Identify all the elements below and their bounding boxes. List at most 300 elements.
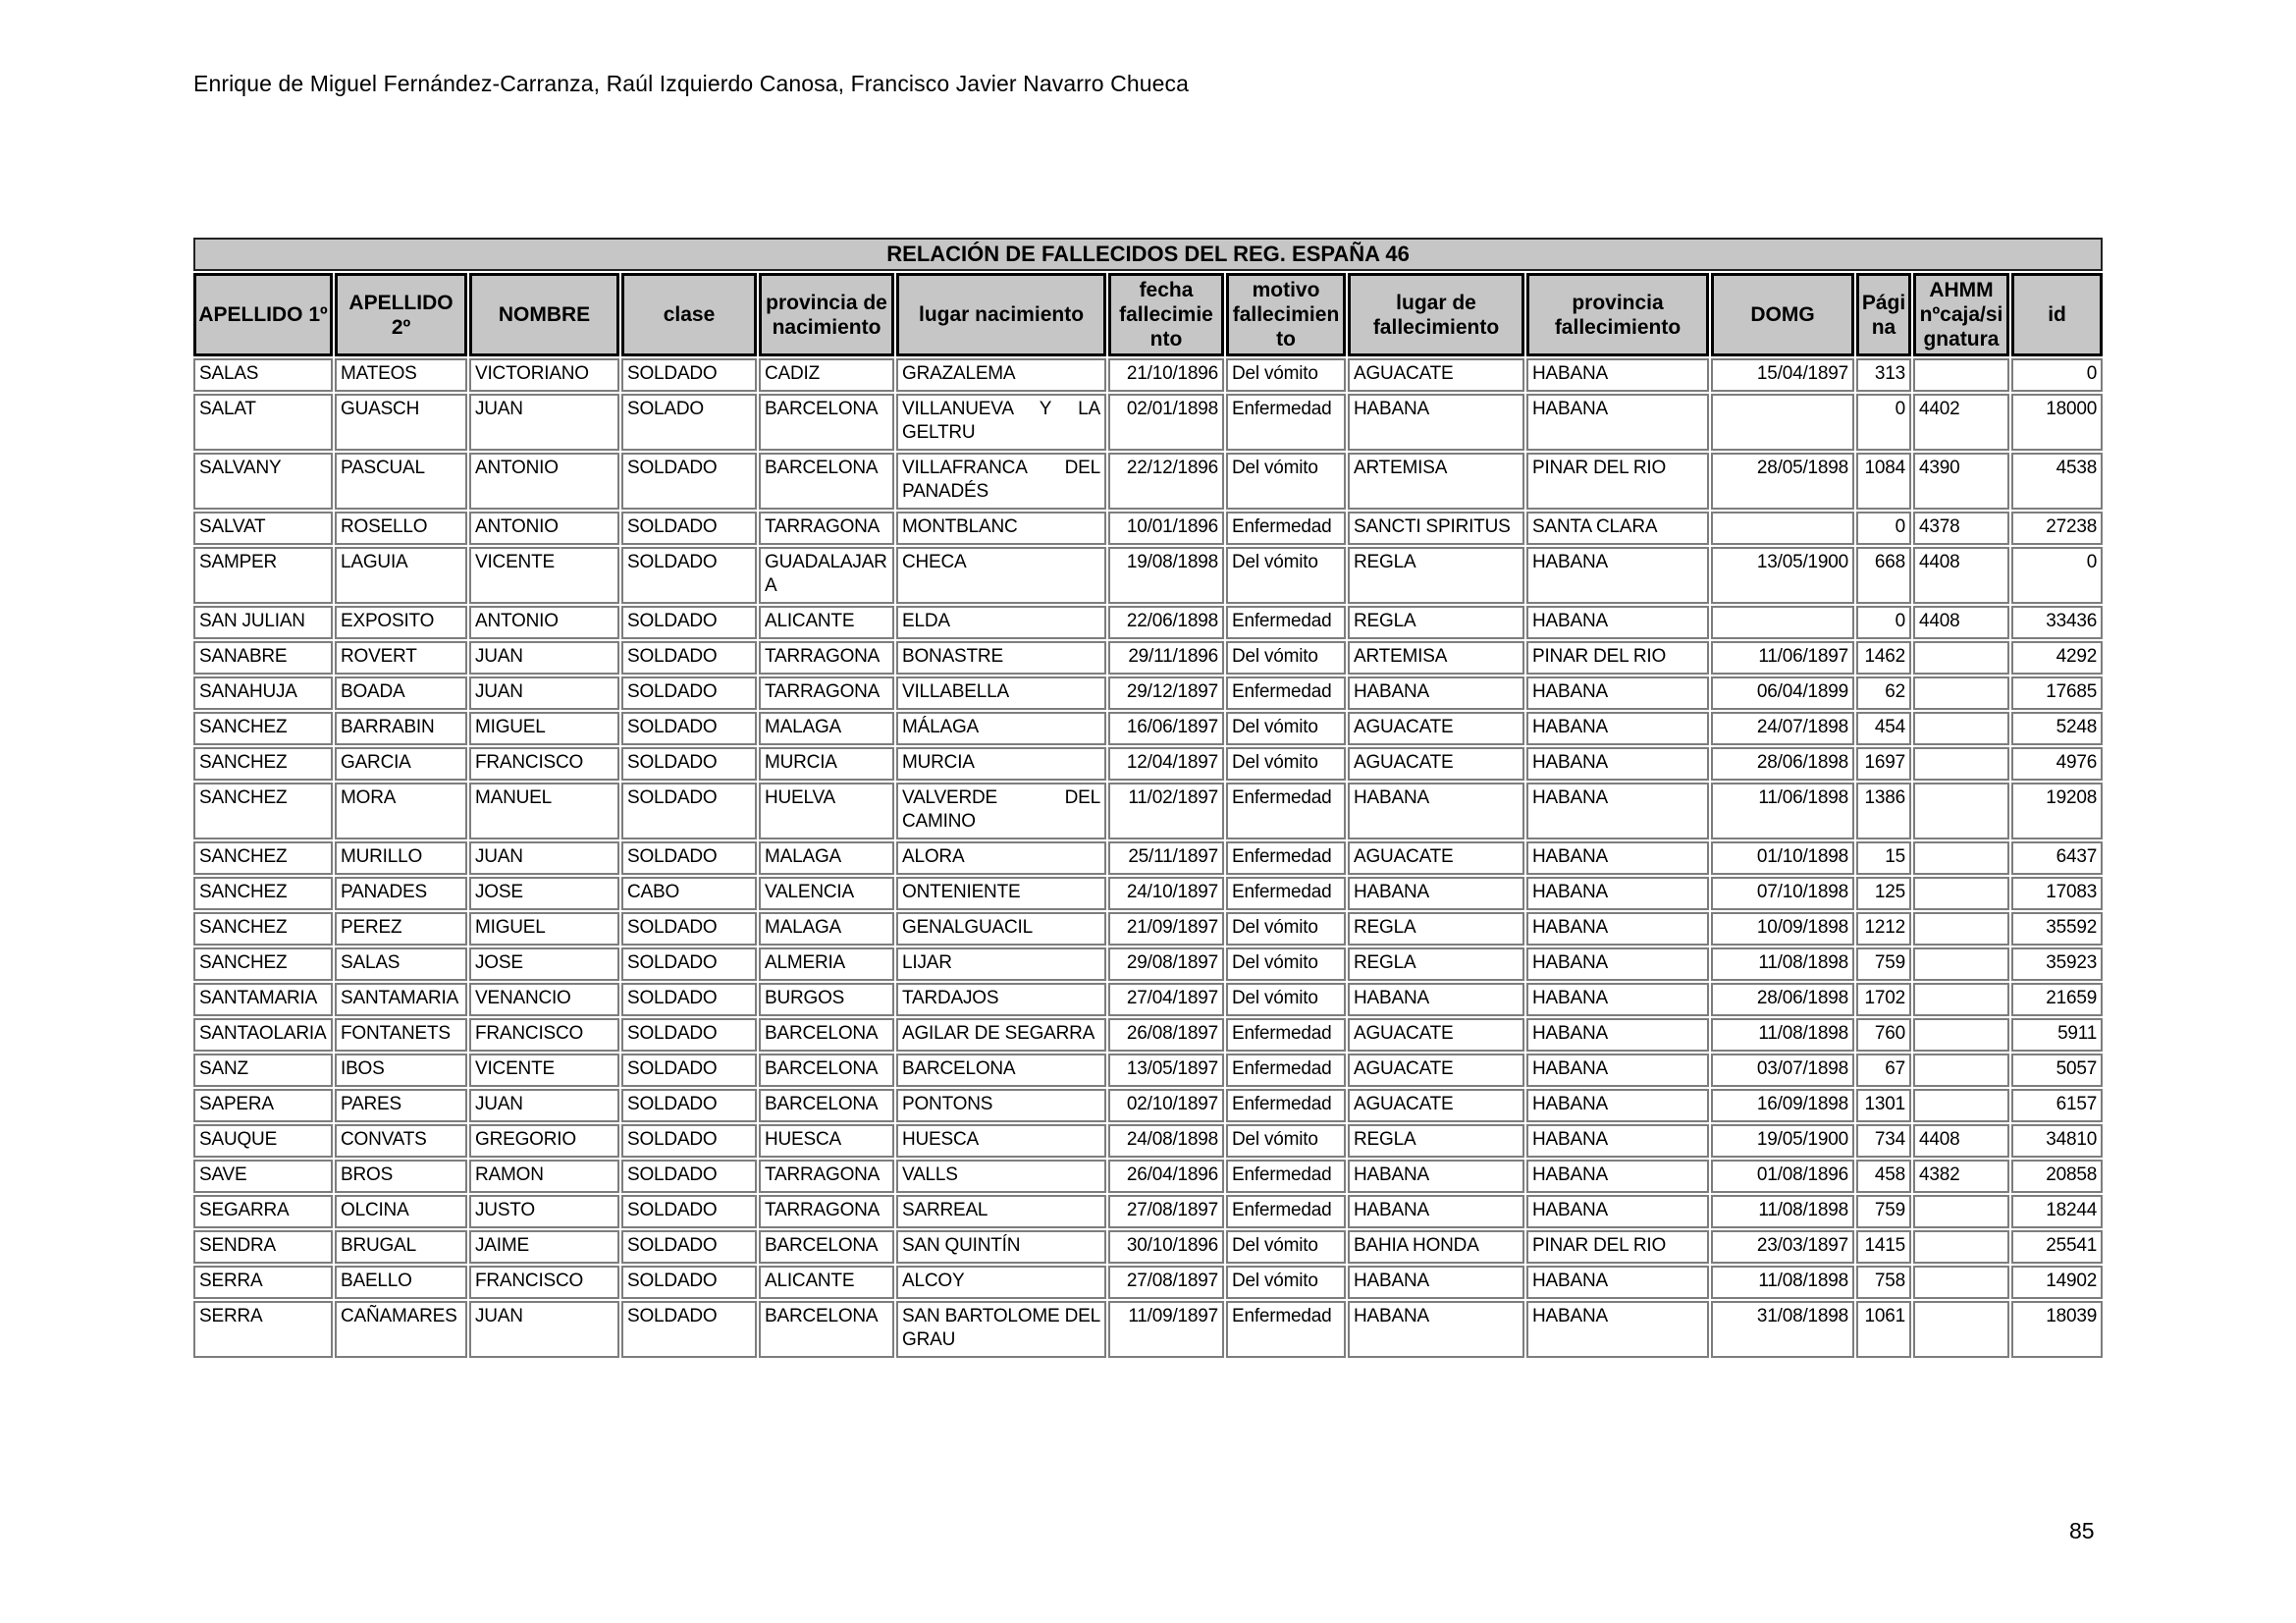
cell-apellido2: SALAS bbox=[335, 947, 467, 981]
cell-ahmm bbox=[1913, 947, 2009, 981]
column-header-motivo_fallecimiento: motivo fallecimiento bbox=[1226, 273, 1346, 356]
cell-id: 5057 bbox=[2011, 1054, 2103, 1087]
cell-provincia_nacimiento: VALENCIA bbox=[759, 877, 894, 910]
cell-pagina: 758 bbox=[1856, 1266, 1911, 1299]
cell-clase: SOLDADO bbox=[621, 1018, 757, 1052]
table-title-row bbox=[193, 238, 2103, 271]
cell-id: 25541 bbox=[2011, 1230, 2103, 1264]
cell-motivo_fallecimiento: Del vómito bbox=[1226, 1124, 1346, 1158]
cell-lugar_nacimiento: AGILAR DE SEGARRA bbox=[896, 1018, 1106, 1052]
cell-id: 19208 bbox=[2011, 783, 2103, 839]
cell-ahmm: 4390 bbox=[1913, 453, 2009, 510]
cell-fecha_fallecimiento: 19/08/1898 bbox=[1108, 547, 1224, 604]
cell-lugar_fallecimiento: REGLA bbox=[1348, 606, 1524, 639]
cell-nombre: MANUEL bbox=[469, 783, 619, 839]
cell-apellido2: MORA bbox=[335, 783, 467, 839]
cell-clase: SOLADO bbox=[621, 394, 757, 451]
cell-pagina: 1061 bbox=[1856, 1301, 1911, 1358]
table-row bbox=[193, 841, 2103, 875]
cell-domg: 01/08/1896 bbox=[1711, 1160, 1854, 1193]
cell-apellido1: SANZ bbox=[193, 1054, 333, 1087]
cell-ahmm bbox=[1913, 1018, 2009, 1052]
cell-provincia_fallecimiento: HABANA bbox=[1526, 606, 1709, 639]
cell-lugar_fallecimiento: HABANA bbox=[1348, 983, 1524, 1016]
column-header-pagina: Página bbox=[1856, 273, 1911, 356]
cell-ahmm: 4382 bbox=[1913, 1160, 2009, 1193]
table-row bbox=[193, 1018, 2103, 1052]
cell-nombre: MIGUEL bbox=[469, 712, 619, 745]
table-row bbox=[193, 1230, 2103, 1264]
cell-clase: SOLDADO bbox=[621, 1230, 757, 1264]
cell-ahmm bbox=[1913, 1230, 2009, 1264]
cell-pagina: 1084 bbox=[1856, 453, 1911, 510]
cell-fecha_fallecimiento: 22/12/1896 bbox=[1108, 453, 1224, 510]
cell-domg: 11/08/1898 bbox=[1711, 947, 1854, 981]
cell-apellido2: BAELLO bbox=[335, 1266, 467, 1299]
cell-motivo_fallecimiento: Del vómito bbox=[1226, 1266, 1346, 1299]
cell-apellido2: BARRABIN bbox=[335, 712, 467, 745]
cell-nombre: ANTONIO bbox=[469, 606, 619, 639]
cell-nombre: FRANCISCO bbox=[469, 747, 619, 781]
cell-domg: 28/06/1898 bbox=[1711, 747, 1854, 781]
cell-provincia_nacimiento: HUESCA bbox=[759, 1124, 894, 1158]
cell-provincia_nacimiento: TARRAGONA bbox=[759, 676, 894, 710]
cell-lugar_nacimiento: ELDA bbox=[896, 606, 1106, 639]
cell-id: 18244 bbox=[2011, 1195, 2103, 1228]
cell-ahmm bbox=[1913, 676, 2009, 710]
cell-fecha_fallecimiento: 27/08/1897 bbox=[1108, 1195, 1224, 1228]
cell-domg bbox=[1711, 512, 1854, 545]
table-row bbox=[193, 1124, 2103, 1158]
cell-lugar_fallecimiento: REGLA bbox=[1348, 947, 1524, 981]
cell-motivo_fallecimiento: Enfermedad bbox=[1226, 394, 1346, 451]
cell-nombre: JUAN bbox=[469, 641, 619, 675]
cell-provincia_fallecimiento: HABANA bbox=[1526, 1089, 1709, 1122]
cell-provincia_fallecimiento: PINAR DEL RIO bbox=[1526, 453, 1709, 510]
cell-apellido1: SAUQUE bbox=[193, 1124, 333, 1158]
cell-nombre: JOSE bbox=[469, 947, 619, 981]
cell-domg: 07/10/1898 bbox=[1711, 877, 1854, 910]
cell-apellido1: SAPERA bbox=[193, 1089, 333, 1122]
cell-provincia_fallecimiento: HABANA bbox=[1526, 983, 1709, 1016]
column-header-provincia_fallecimiento: provincia fallecimiento bbox=[1526, 273, 1709, 356]
cell-provincia_fallecimiento: HABANA bbox=[1526, 947, 1709, 981]
cell-clase: SOLDADO bbox=[621, 1160, 757, 1193]
cell-lugar_fallecimiento: HABANA bbox=[1348, 877, 1524, 910]
cell-lugar_fallecimiento: AGUACATE bbox=[1348, 841, 1524, 875]
cell-apellido2: GUASCH bbox=[335, 394, 467, 451]
cell-lugar_nacimiento: ONTENIENTE bbox=[896, 877, 1106, 910]
cell-id: 0 bbox=[2011, 547, 2103, 604]
cell-fecha_fallecimiento: 29/11/1896 bbox=[1108, 641, 1224, 675]
cell-id: 4538 bbox=[2011, 453, 2103, 510]
fallecidos-table bbox=[191, 236, 2105, 1360]
cell-lugar_fallecimiento: REGLA bbox=[1348, 547, 1524, 604]
table-body bbox=[193, 358, 2103, 1358]
cell-pagina: 760 bbox=[1856, 1018, 1911, 1052]
table-row bbox=[193, 547, 2103, 604]
cell-apellido2: GARCIA bbox=[335, 747, 467, 781]
table-row bbox=[193, 783, 2103, 839]
cell-clase: SOLDADO bbox=[621, 1301, 757, 1358]
cell-provincia_nacimiento: BARCELONA bbox=[759, 453, 894, 510]
cell-pagina: 1415 bbox=[1856, 1230, 1911, 1264]
cell-nombre: VICTORIANO bbox=[469, 358, 619, 392]
cell-id: 0 bbox=[2011, 358, 2103, 392]
cell-clase: CABO bbox=[621, 877, 757, 910]
cell-fecha_fallecimiento: 24/08/1898 bbox=[1108, 1124, 1224, 1158]
cell-pagina: 454 bbox=[1856, 712, 1911, 745]
cell-clase: SOLDADO bbox=[621, 358, 757, 392]
cell-id: 34810 bbox=[2011, 1124, 2103, 1158]
cell-motivo_fallecimiento: Enfermedad bbox=[1226, 676, 1346, 710]
cell-lugar_fallecimiento: AGUACATE bbox=[1348, 1054, 1524, 1087]
cell-nombre: JUAN bbox=[469, 676, 619, 710]
cell-motivo_fallecimiento: Enfermedad bbox=[1226, 1018, 1346, 1052]
table-row bbox=[193, 983, 2103, 1016]
cell-domg: 11/08/1898 bbox=[1711, 1195, 1854, 1228]
cell-ahmm bbox=[1913, 641, 2009, 675]
cell-clase: SOLDADO bbox=[621, 841, 757, 875]
cell-motivo_fallecimiento: Del vómito bbox=[1226, 912, 1346, 946]
cell-lugar_fallecimiento: HABANA bbox=[1348, 1301, 1524, 1358]
cell-apellido1: SAVE bbox=[193, 1160, 333, 1193]
cell-clase: SOLDADO bbox=[621, 453, 757, 510]
cell-provincia_fallecimiento: HABANA bbox=[1526, 1054, 1709, 1087]
cell-lugar_fallecimiento: HABANA bbox=[1348, 676, 1524, 710]
cell-provincia_nacimiento: MURCIA bbox=[759, 747, 894, 781]
cell-provincia_fallecimiento: HABANA bbox=[1526, 783, 1709, 839]
cell-nombre: JUAN bbox=[469, 841, 619, 875]
cell-fecha_fallecimiento: 02/01/1898 bbox=[1108, 394, 1224, 451]
cell-ahmm bbox=[1913, 783, 2009, 839]
cell-domg: 11/08/1898 bbox=[1711, 1266, 1854, 1299]
cell-lugar_fallecimiento: SANCTI SPIRITUS bbox=[1348, 512, 1524, 545]
cell-provincia_fallecimiento: HABANA bbox=[1526, 877, 1709, 910]
cell-apellido2: PANADES bbox=[335, 877, 467, 910]
cell-id: 5911 bbox=[2011, 1018, 2103, 1052]
cell-apellido1: SANTAOLARIA bbox=[193, 1018, 333, 1052]
cell-motivo_fallecimiento: Enfermedad bbox=[1226, 606, 1346, 639]
table-row bbox=[193, 877, 2103, 910]
cell-id: 17083 bbox=[2011, 877, 2103, 910]
cell-fecha_fallecimiento: 21/10/1896 bbox=[1108, 358, 1224, 392]
cell-clase: SOLDADO bbox=[621, 912, 757, 946]
cell-lugar_nacimiento: MONTBLANC bbox=[896, 512, 1106, 545]
cell-motivo_fallecimiento: Enfermedad bbox=[1226, 1160, 1346, 1193]
cell-provincia_fallecimiento: HABANA bbox=[1526, 1266, 1709, 1299]
cell-nombre: FRANCISCO bbox=[469, 1018, 619, 1052]
table-row bbox=[193, 641, 2103, 675]
table-row bbox=[193, 712, 2103, 745]
cell-apellido2: BOADA bbox=[335, 676, 467, 710]
cell-id: 5248 bbox=[2011, 712, 2103, 745]
cell-provincia_fallecimiento: SANTA CLARA bbox=[1526, 512, 1709, 545]
cell-domg: 19/05/1900 bbox=[1711, 1124, 1854, 1158]
cell-clase: SOLDADO bbox=[621, 1089, 757, 1122]
cell-motivo_fallecimiento: Del vómito bbox=[1226, 947, 1346, 981]
cell-domg: 16/09/1898 bbox=[1711, 1089, 1854, 1122]
cell-pagina: 668 bbox=[1856, 547, 1911, 604]
cell-lugar_nacimiento: GENALGUACIL bbox=[896, 912, 1106, 946]
cell-fecha_fallecimiento: 24/10/1897 bbox=[1108, 877, 1224, 910]
cell-id: 14902 bbox=[2011, 1266, 2103, 1299]
cell-fecha_fallecimiento: 30/10/1896 bbox=[1108, 1230, 1224, 1264]
cell-domg: 11/08/1898 bbox=[1711, 1018, 1854, 1052]
cell-nombre: VENANCIO bbox=[469, 983, 619, 1016]
cell-provincia_fallecimiento: HABANA bbox=[1526, 841, 1709, 875]
cell-apellido1: SERRA bbox=[193, 1266, 333, 1299]
cell-provincia_fallecimiento: HABANA bbox=[1526, 358, 1709, 392]
cell-apellido1: SANABRE bbox=[193, 641, 333, 675]
cell-apellido1: SALVANY bbox=[193, 453, 333, 510]
cell-provincia_nacimiento: BARCELONA bbox=[759, 1301, 894, 1358]
cell-id: 6157 bbox=[2011, 1089, 2103, 1122]
column-header-provincia_nacimiento: provincia de nacimiento bbox=[759, 273, 894, 356]
cell-clase: SOLDADO bbox=[621, 1054, 757, 1087]
cell-ahmm: 4408 bbox=[1913, 547, 2009, 604]
cell-lugar_fallecimiento: HABANA bbox=[1348, 1266, 1524, 1299]
cell-motivo_fallecimiento: Del vómito bbox=[1226, 983, 1346, 1016]
column-header-fecha_fallecimiento: fecha fallecimiento bbox=[1108, 273, 1224, 356]
cell-nombre: JOSE bbox=[469, 877, 619, 910]
cell-pagina: 458 bbox=[1856, 1160, 1911, 1193]
cell-lugar_nacimiento: VILLABELLA bbox=[896, 676, 1106, 710]
cell-lugar_nacimiento: SARREAL bbox=[896, 1195, 1106, 1228]
cell-ahmm bbox=[1913, 747, 2009, 781]
cell-nombre: JUAN bbox=[469, 394, 619, 451]
cell-pagina: 125 bbox=[1856, 877, 1911, 910]
cell-lugar_fallecimiento: HABANA bbox=[1348, 783, 1524, 839]
cell-lugar_fallecimiento: HABANA bbox=[1348, 394, 1524, 451]
cell-apellido1: SALVAT bbox=[193, 512, 333, 545]
cell-apellido2: PASCUAL bbox=[335, 453, 467, 510]
cell-motivo_fallecimiento: Enfermedad bbox=[1226, 841, 1346, 875]
column-header-clase: clase bbox=[621, 273, 757, 356]
cell-clase: SOLDADO bbox=[621, 1124, 757, 1158]
cell-ahmm bbox=[1913, 983, 2009, 1016]
cell-domg: 28/05/1898 bbox=[1711, 453, 1854, 510]
cell-lugar_fallecimiento: AGUACATE bbox=[1348, 1018, 1524, 1052]
cell-lugar_nacimiento: BONASTRE bbox=[896, 641, 1106, 675]
cell-fecha_fallecimiento: 29/08/1897 bbox=[1108, 947, 1224, 981]
cell-provincia_fallecimiento: PINAR DEL RIO bbox=[1526, 1230, 1709, 1264]
cell-apellido2: CONVATS bbox=[335, 1124, 467, 1158]
cell-fecha_fallecimiento: 10/01/1896 bbox=[1108, 512, 1224, 545]
cell-apellido2: PARES bbox=[335, 1089, 467, 1122]
cell-provincia_fallecimiento: PINAR DEL RIO bbox=[1526, 641, 1709, 675]
cell-lugar_nacimiento: TARDAJOS bbox=[896, 983, 1106, 1016]
cell-lugar_fallecimiento: HABANA bbox=[1348, 1195, 1524, 1228]
cell-pagina: 1301 bbox=[1856, 1089, 1911, 1122]
cell-apellido1: SERRA bbox=[193, 1301, 333, 1358]
cell-nombre: VICENTE bbox=[469, 1054, 619, 1087]
cell-ahmm bbox=[1913, 1054, 2009, 1087]
cell-apellido1: SALAS bbox=[193, 358, 333, 392]
table-row bbox=[193, 606, 2103, 639]
cell-provincia_nacimiento: BARCELONA bbox=[759, 1018, 894, 1052]
cell-domg: 15/04/1897 bbox=[1711, 358, 1854, 392]
cell-nombre: JAIME bbox=[469, 1230, 619, 1264]
cell-domg bbox=[1711, 606, 1854, 639]
cell-apellido2: ROVERT bbox=[335, 641, 467, 675]
cell-clase: SOLDADO bbox=[621, 947, 757, 981]
cell-clase: SOLDADO bbox=[621, 606, 757, 639]
cell-provincia_nacimiento: GUADALAJARA bbox=[759, 547, 894, 604]
cell-apellido2: OLCINA bbox=[335, 1195, 467, 1228]
table-row bbox=[193, 1195, 2103, 1228]
cell-provincia_fallecimiento: HABANA bbox=[1526, 676, 1709, 710]
cell-lugar_fallecimiento: HABANA bbox=[1348, 1160, 1524, 1193]
cell-apellido2: FONTANETS bbox=[335, 1018, 467, 1052]
cell-fecha_fallecimiento: 11/02/1897 bbox=[1108, 783, 1224, 839]
cell-lugar_nacimiento: VILLAFRANCA DEL PANADÉS bbox=[896, 453, 1106, 510]
cell-domg bbox=[1711, 394, 1854, 451]
cell-fecha_fallecimiento: 16/06/1897 bbox=[1108, 712, 1224, 745]
authors-line: Enrique de Miguel Fernández-Carranza, Raúl Izquierdo Canosa, Francisco Javier Navarro Chueca bbox=[193, 71, 1190, 96]
cell-fecha_fallecimiento: 21/09/1897 bbox=[1108, 912, 1224, 946]
cell-pagina: 67 bbox=[1856, 1054, 1911, 1087]
column-header-id: id bbox=[2011, 273, 2103, 356]
cell-domg: 01/10/1898 bbox=[1711, 841, 1854, 875]
cell-apellido2: CAÑAMARES bbox=[335, 1301, 467, 1358]
cell-provincia_nacimiento: TARRAGONA bbox=[759, 1195, 894, 1228]
table-row bbox=[193, 1089, 2103, 1122]
table-row bbox=[193, 1160, 2103, 1193]
cell-provincia_nacimiento: HUELVA bbox=[759, 783, 894, 839]
cell-clase: SOLDADO bbox=[621, 641, 757, 675]
cell-nombre: FRANCISCO bbox=[469, 1266, 619, 1299]
cell-lugar_nacimiento: MÁLAGA bbox=[896, 712, 1106, 745]
table-row bbox=[193, 512, 2103, 545]
cell-lugar_fallecimiento: REGLA bbox=[1348, 912, 1524, 946]
cell-pagina: 0 bbox=[1856, 512, 1911, 545]
cell-id: 17685 bbox=[2011, 676, 2103, 710]
cell-provincia_nacimiento: ALICANTE bbox=[759, 606, 894, 639]
cell-fecha_fallecimiento: 11/09/1897 bbox=[1108, 1301, 1224, 1358]
cell-motivo_fallecimiento: Enfermedad bbox=[1226, 1195, 1346, 1228]
cell-provincia_fallecimiento: HABANA bbox=[1526, 1124, 1709, 1158]
cell-apellido2: ROSELLO bbox=[335, 512, 467, 545]
cell-fecha_fallecimiento: 12/04/1897 bbox=[1108, 747, 1224, 781]
cell-domg: 31/08/1898 bbox=[1711, 1301, 1854, 1358]
cell-provincia_fallecimiento: HABANA bbox=[1526, 912, 1709, 946]
cell-lugar_nacimiento: ALORA bbox=[896, 841, 1106, 875]
cell-apellido2: LAGUIA bbox=[335, 547, 467, 604]
cell-fecha_fallecimiento: 22/06/1898 bbox=[1108, 606, 1224, 639]
table-row bbox=[193, 394, 2103, 451]
cell-provincia_nacimiento: BARCELONA bbox=[759, 1054, 894, 1087]
cell-apellido2: BROS bbox=[335, 1160, 467, 1193]
cell-pagina: 1702 bbox=[1856, 983, 1911, 1016]
cell-lugar_nacimiento: GRAZALEMA bbox=[896, 358, 1106, 392]
cell-id: 20858 bbox=[2011, 1160, 2103, 1193]
cell-domg: 24/07/1898 bbox=[1711, 712, 1854, 745]
cell-apellido2: EXPOSITO bbox=[335, 606, 467, 639]
cell-motivo_fallecimiento: Del vómito bbox=[1226, 453, 1346, 510]
cell-ahmm: 4408 bbox=[1913, 1124, 2009, 1158]
cell-ahmm bbox=[1913, 712, 2009, 745]
cell-lugar_nacimiento: LIJAR bbox=[896, 947, 1106, 981]
cell-provincia_fallecimiento: HABANA bbox=[1526, 1195, 1709, 1228]
cell-apellido1: SENDRA bbox=[193, 1230, 333, 1264]
cell-provincia_fallecimiento: HABANA bbox=[1526, 394, 1709, 451]
cell-motivo_fallecimiento: Enfermedad bbox=[1226, 512, 1346, 545]
cell-motivo_fallecimiento: Del vómito bbox=[1226, 747, 1346, 781]
cell-clase: SOLDADO bbox=[621, 547, 757, 604]
cell-motivo_fallecimiento: Enfermedad bbox=[1226, 877, 1346, 910]
cell-lugar_nacimiento: SAN BARTOLOME DEL GRAU bbox=[896, 1301, 1106, 1358]
table-head bbox=[193, 238, 2103, 356]
cell-fecha_fallecimiento: 27/04/1897 bbox=[1108, 983, 1224, 1016]
cell-ahmm: 4402 bbox=[1913, 394, 2009, 451]
cell-apellido2: SANTAMARIA bbox=[335, 983, 467, 1016]
cell-clase: SOLDADO bbox=[621, 783, 757, 839]
cell-apellido1: SANTAMARIA bbox=[193, 983, 333, 1016]
cell-apellido1: SANCHEZ bbox=[193, 947, 333, 981]
cell-apellido1: SANCHEZ bbox=[193, 877, 333, 910]
cell-provincia_nacimiento: BARCELONA bbox=[759, 394, 894, 451]
cell-ahmm bbox=[1913, 358, 2009, 392]
cell-ahmm bbox=[1913, 841, 2009, 875]
cell-ahmm bbox=[1913, 912, 2009, 946]
cell-clase: SOLDADO bbox=[621, 747, 757, 781]
cell-lugar_fallecimiento: AGUACATE bbox=[1348, 712, 1524, 745]
cell-nombre: ANTONIO bbox=[469, 512, 619, 545]
cell-provincia_fallecimiento: HABANA bbox=[1526, 1018, 1709, 1052]
cell-fecha_fallecimiento: 02/10/1897 bbox=[1108, 1089, 1224, 1122]
cell-pagina: 15 bbox=[1856, 841, 1911, 875]
cell-provincia_nacimiento: ALMERIA bbox=[759, 947, 894, 981]
cell-pagina: 1697 bbox=[1856, 747, 1911, 781]
cell-nombre: ANTONIO bbox=[469, 453, 619, 510]
cell-motivo_fallecimiento: Enfermedad bbox=[1226, 1089, 1346, 1122]
cell-lugar_nacimiento: MURCIA bbox=[896, 747, 1106, 781]
cell-motivo_fallecimiento: Del vómito bbox=[1226, 641, 1346, 675]
cell-apellido2: PEREZ bbox=[335, 912, 467, 946]
cell-clase: SOLDADO bbox=[621, 712, 757, 745]
cell-provincia_nacimiento: BURGOS bbox=[759, 983, 894, 1016]
column-header-lugar_nacimiento: lugar nacimiento bbox=[896, 273, 1106, 356]
cell-id: 21659 bbox=[2011, 983, 2103, 1016]
cell-lugar_fallecimiento: AGUACATE bbox=[1348, 1089, 1524, 1122]
cell-apellido1: SEGARRA bbox=[193, 1195, 333, 1228]
cell-clase: SOLDADO bbox=[621, 1266, 757, 1299]
cell-ahmm bbox=[1913, 1089, 2009, 1122]
cell-pagina: 0 bbox=[1856, 394, 1911, 451]
cell-lugar_nacimiento: BARCELONA bbox=[896, 1054, 1106, 1087]
cell-domg: 13/05/1900 bbox=[1711, 547, 1854, 604]
cell-nombre: JUAN bbox=[469, 1089, 619, 1122]
table-row bbox=[193, 1266, 2103, 1299]
cell-clase: SOLDADO bbox=[621, 676, 757, 710]
column-header-domg: DOMG bbox=[1711, 273, 1854, 356]
cell-pagina: 313 bbox=[1856, 358, 1911, 392]
table-row bbox=[193, 912, 2103, 946]
cell-pagina: 759 bbox=[1856, 947, 1911, 981]
cell-pagina: 734 bbox=[1856, 1124, 1911, 1158]
cell-lugar_fallecimiento: AGUACATE bbox=[1348, 358, 1524, 392]
cell-nombre: RAMON bbox=[469, 1160, 619, 1193]
column-header-lugar_fallecimiento: lugar de fallecimiento bbox=[1348, 273, 1524, 356]
cell-lugar_nacimiento: VALLS bbox=[896, 1160, 1106, 1193]
cell-domg: 06/04/1899 bbox=[1711, 676, 1854, 710]
cell-pagina: 759 bbox=[1856, 1195, 1911, 1228]
cell-ahmm bbox=[1913, 1266, 2009, 1299]
cell-lugar_nacimiento: ALCOY bbox=[896, 1266, 1106, 1299]
cell-id: 4292 bbox=[2011, 641, 2103, 675]
cell-lugar_nacimiento: HUESCA bbox=[896, 1124, 1106, 1158]
